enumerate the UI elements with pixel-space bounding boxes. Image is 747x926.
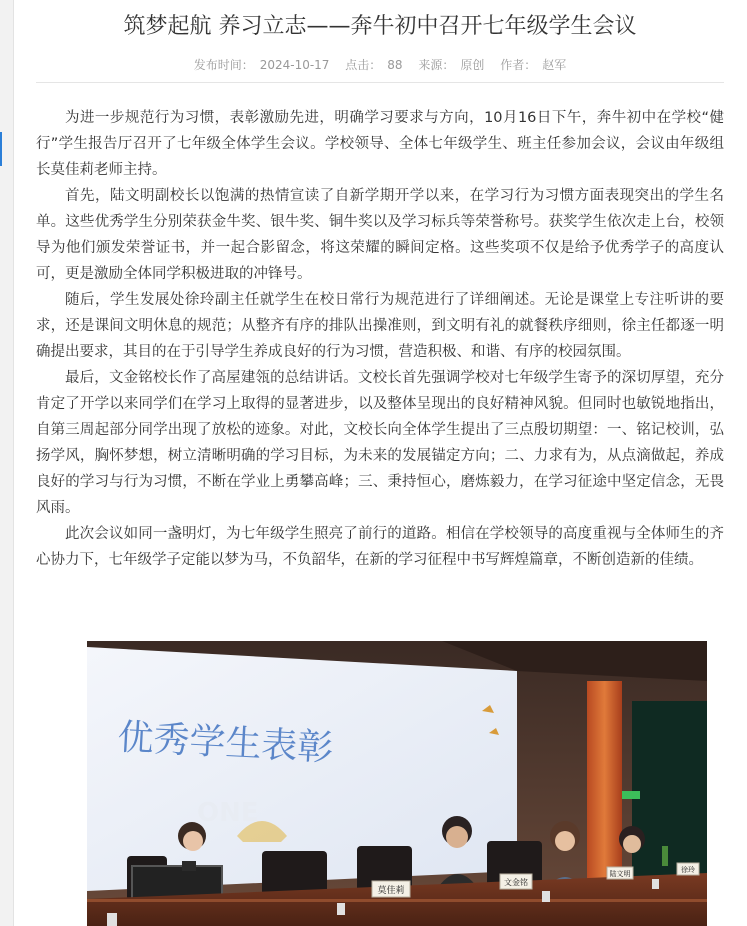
nameplate <box>372 881 410 897</box>
water-bottle <box>652 879 659 889</box>
paragraph: 最后，文金铭校长作了高屋建瓴的总结讲话。文校长首先强调学校对七年级学生寄予的深切厚望，充分肯定了开学以来同学们在学习上取得的显著进步，以及整体呈现出的良好精神风貌。但同时也敏锐地指出，自第三周起部分同学出现了放松的迹象。对此，文校长向全体学生提出了三点殷切期望：一、铭记校训，弘扬学风，胸怀梦想，树立清晰明确的学习目标，为未来的发展锚定方向；二、力求有为，从点滴做起，养成良好的学习与行为习惯，不断在学业上勇攀高峰；三、秉持恒心，磨炼毅力，在学习征途中坚定信念，无畏风雨。 <box>36 370 724 516</box>
clicks-label: 点击： <box>345 58 382 72</box>
exit-sign <box>622 791 640 799</box>
article-title: 筑梦起航 养习立志——奔牛初中召开七年级学生会议 <box>123 14 637 39</box>
title-divider <box>36 82 724 83</box>
water-bottle <box>337 903 345 915</box>
nameplate <box>607 867 633 879</box>
source <box>415 58 487 72</box>
stage-curtain <box>587 681 622 881</box>
paragraph: 为进一步规范行为习惯，表彰激励先进，明确学习要求与方向，10月16日下午，奔牛初中在学校“健行”学生报告厅召开了七年级全体学生会议。学校领导、全体七年级学生、班主任参加会议，会议由年级组长莫佳莉老师主持。 <box>36 110 724 178</box>
author-value: 赵军 <box>542 58 567 72</box>
clicks-value: 88 <box>387 58 403 72</box>
paragraph: 首先，陆文明副校长以饱满的热情宣读了自新学期开学以来，在学习行为习惯方面表现突出的学生名单。这些优秀学生分别荣获金牛奖、银牛奖、铜牛奖以及学习标兵等荣誉称号。获奖学生依次走上台，校领导为他们颁发荣誉证书，并一起合影留念，将这荣耀的瞬间定格。这些奖项不仅是给予优秀学子的高度认可，更是激励全体同学积极进取的冲锋号。 <box>36 188 724 282</box>
paragraph: 此次会议如同一盏明灯，为七年级学生照亮了前行的道路。相信在学校领导的高度重视与全体师生的齐心协力下，七年级学子定能以梦为马，不负韶华，在新的学习征程中书写辉煌篇章，不断创造新的佳绩。 <box>36 526 724 568</box>
left-rail-accent <box>0 132 2 166</box>
meeting-photo <box>87 641 707 926</box>
nameplate-label: 陆文明 <box>609 870 631 878</box>
author-label: 作者： <box>500 58 537 72</box>
nameplate-label: 文金铭 <box>504 878 528 887</box>
publish-time <box>191 58 333 72</box>
nameplate <box>677 863 699 875</box>
article-body <box>36 105 724 573</box>
source-label: 来源： <box>418 58 455 72</box>
water-bottle <box>107 913 117 926</box>
article <box>36 0 724 573</box>
table-edge <box>87 899 707 902</box>
source-value: 原创 <box>460 58 485 72</box>
plant <box>662 846 668 866</box>
author <box>497 58 569 72</box>
meeting-photo-illustration <box>87 641 707 926</box>
article-meta <box>36 54 724 76</box>
nameplate-label: 莫佳莉 <box>377 886 405 896</box>
water-bottle <box>542 891 550 902</box>
publish-label: 发布时间： <box>193 58 254 72</box>
paragraph: 随后，学生发展处徐玲副主任就学生在校日常行为规范进行了详细阐述。无论是课堂上专注听讲的要求，还是课间文明休息的规范；从整齐有序的排队出操准则，到文明有礼的就餐秩序细则，徐主任都逐一明确提出要求，其目的在于引导学生养成良好的行为习惯，营造积极、和谐、有序的校园氛围。 <box>36 292 724 360</box>
publish-date: 2024-10-17 <box>259 58 330 72</box>
click-count <box>342 58 405 72</box>
screen-watermark: ONE <box>197 798 259 828</box>
left-rail <box>0 0 14 926</box>
microphone <box>182 861 196 871</box>
screen-title: 优秀学生表彰 <box>116 717 335 770</box>
nameplate-label: 徐玲 <box>681 866 695 874</box>
nameplate <box>500 874 532 889</box>
